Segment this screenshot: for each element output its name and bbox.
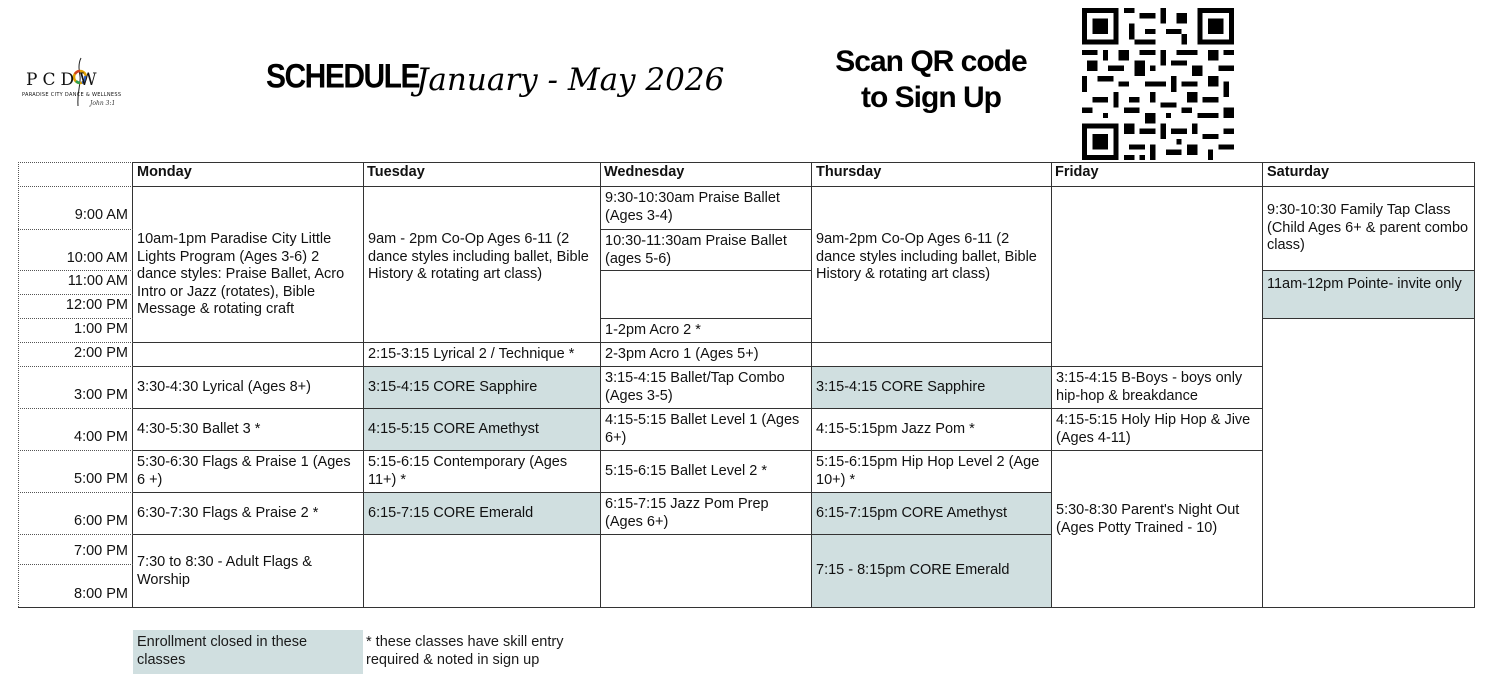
class-cell: 2-3pm Acro 1 (Ages 5+) — [605, 345, 759, 362]
class-cell: 11am-12pm Pointe- invite only — [1267, 276, 1462, 292]
time-label: 1:00 PM — [74, 321, 128, 337]
header-tuesday: Tuesday — [367, 164, 425, 180]
header-thursday: Thursday — [816, 164, 882, 180]
class-cell: 6:15-7:15 Jazz Pom Prep (Ages 6+) — [605, 496, 769, 530]
legend-closed-swatch: Enrollment closed in these classes — [133, 630, 363, 674]
class-cell: 3:15-4:15 CORE Sapphire — [368, 378, 538, 395]
header-friday: Friday — [1055, 164, 1099, 180]
logo-subtitle: PARADISE CITY DANCE & WELLNESS — [22, 92, 122, 98]
time-label: 10:00 AM — [66, 250, 128, 266]
time-label: 9:00 AM — [74, 207, 128, 223]
class-cell: 7:15 - 8:15pm CORE Emerald — [816, 562, 1010, 579]
class-cell: 10am-1pm Paradise City Little Lights Program (Ages 3-6) 2 dance styles: Praise Ballet, Acro Intro or Jazz (rotates), Bible Message & rotating craft — [137, 231, 345, 317]
schedule-dates: January - May 2026 — [416, 62, 725, 98]
class-cell: 3:15-4:15 CORE Sapphire — [816, 378, 986, 395]
class-cell: 3:30-4:30 Lyrical (Ages 8+) — [137, 378, 311, 395]
header-wednesday: Wednesday — [604, 164, 685, 180]
class-cell: 6:15-7:15pm CORE Amethyst — [816, 504, 1007, 521]
time-label: 4:00 PM — [74, 429, 128, 445]
class-cell: 1-2pm Acro 2 * — [605, 321, 701, 338]
class-cell: 4:15-5:15 Ballet Level 1 (Ages 6+) — [605, 412, 800, 446]
time-label: 11:00 AM — [67, 273, 128, 289]
class-cell: 5:15-6:15 Ballet Level 2 * — [605, 462, 768, 479]
class-cell: 9:30-10:30 Family Tap Class (Child Ages 6+ & parent combo class) — [1267, 202, 1469, 253]
class-cell: 5:15-6:15 Contemporary (Ages 11+) * — [368, 454, 568, 488]
class-cell: 6:30-7:30 Flags & Praise 2 * — [137, 504, 319, 521]
header-saturday: Saturday — [1267, 164, 1330, 180]
class-cell: 3:15-4:15 B-Boys - boys only hip-hop & breakdance — [1056, 370, 1243, 404]
time-label: 5:00 PM — [74, 471, 128, 487]
class-cell: 4:15-5:15 CORE Amethyst — [368, 420, 539, 437]
time-label: 6:00 PM — [74, 513, 128, 529]
class-cell: 9:30-10:30am Praise Ballet (Ages 3-4) — [605, 190, 780, 224]
class-cell: 5:30-8:30 Parent's Night Out (Ages Potty Trained - 10) — [1056, 502, 1240, 536]
class-cell: 6:15-7:15 CORE Emerald — [368, 504, 534, 521]
class-cell: 10:30-11:30am Praise Ballet (ages 5-6) — [605, 233, 787, 267]
class-cell: 7:30 to 8:30 - Adult Flags & Worship — [137, 554, 312, 588]
class-cell: 3:15-4:15 Ballet/Tap Combo (Ages 3-5) — [605, 370, 785, 404]
class-cell: 4:15-5:15 Holy Hip Hop & Jive (Ages 4-11) — [1056, 412, 1251, 446]
class-cell: 9am-2pm Co-Op Ages 6-11 (2 dance styles including ballet, Bible History & rotating art class) — [816, 231, 1037, 282]
time-label: 7:00 PM — [74, 543, 128, 559]
time-label: 2:00 PM — [74, 345, 128, 361]
class-cell: 9am - 2pm Co-Op Ages 6-11 (2 dance styles including ballet, Bible History & rotating art class) — [368, 231, 589, 282]
time-label: 12:00 PM — [65, 297, 128, 313]
class-cell: 4:15-5:15pm Jazz Pom * — [816, 420, 975, 437]
class-cell: 5:30-6:30 Flags & Praise 1 (Ages 6 +) — [137, 454, 351, 488]
header-monday: Monday — [137, 164, 192, 180]
logo-letters: PCDW — [26, 70, 102, 90]
time-label: 3:00 PM — [74, 387, 128, 403]
time-label: 8:00 PM — [74, 586, 128, 602]
logo-signature: John 3:1 — [90, 100, 116, 107]
class-cell: 5:15-6:15pm Hip Hop Level 2 (Age 10+) * — [816, 454, 1040, 488]
scan-instruction: Scan QR code to Sign Up — [835, 45, 1027, 114]
schedule-title: SCHEDULE — [266, 57, 420, 96]
class-cell: 2:15-3:15 Lyrical 2 / Technique * — [368, 345, 575, 362]
class-cell: 4:30-5:30 Ballet 3 * — [137, 420, 261, 437]
legend-skill-note: * these classes have skill entry required & noted in sign up — [366, 634, 564, 668]
